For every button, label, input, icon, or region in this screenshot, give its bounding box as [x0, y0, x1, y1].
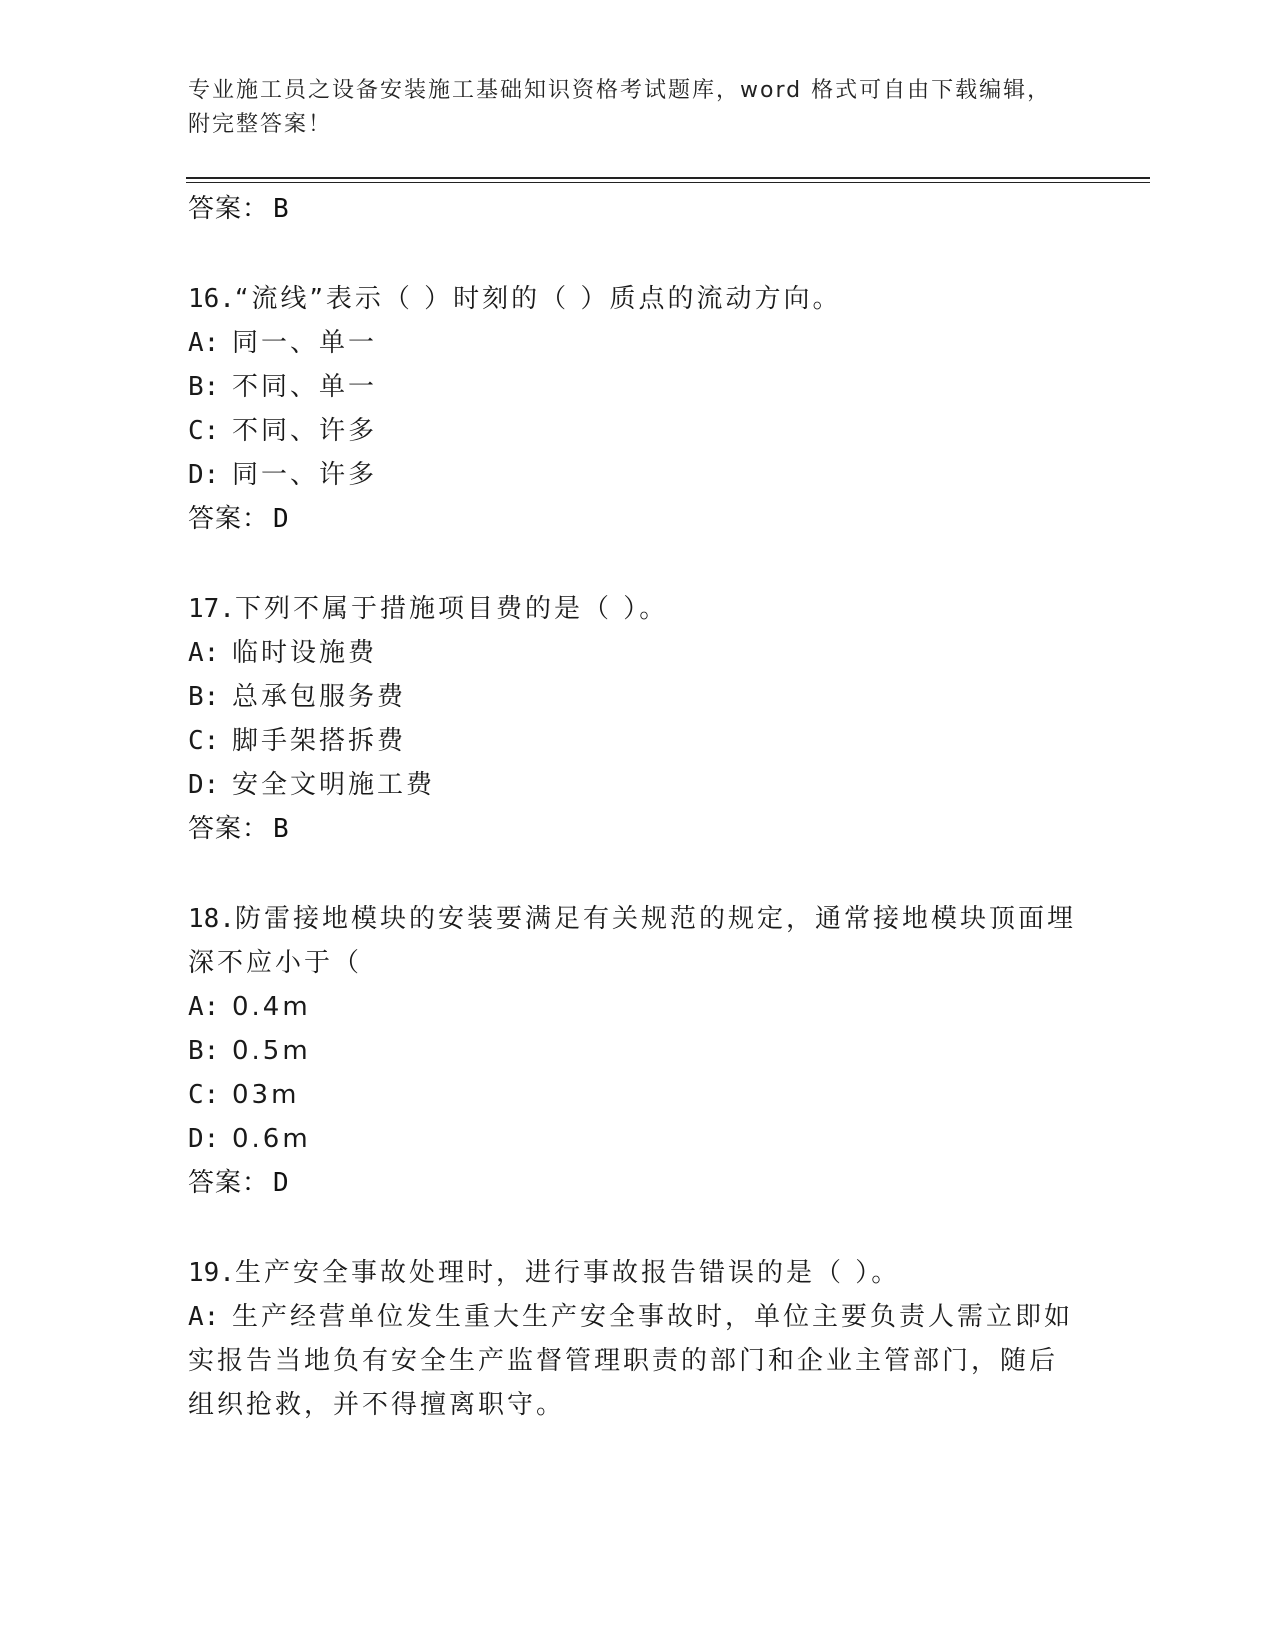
option-c — [188, 721, 406, 761]
question-18 — [188, 899, 1076, 939]
option-text-line-2: 实报告当地负有安全生产监督管理职责的部门和企业主管部门，随后 — [188, 1346, 1059, 1376]
option-a — [188, 1297, 1073, 1337]
option-c — [188, 411, 377, 451]
option-key: C: — [188, 726, 220, 756]
question-number: 17. — [188, 594, 235, 624]
option-key: C: — [188, 416, 220, 446]
answer-prefix: 答案： — [188, 504, 270, 534]
option-key: D: — [188, 770, 220, 800]
option-text-line-1: 生产经营单位发生重大生产安全事故时，单位主要负责人需立即如 — [232, 1302, 1074, 1332]
option-key: B: — [188, 1036, 220, 1066]
option-key: C: — [188, 1080, 220, 1110]
answer-line — [188, 499, 290, 539]
option-text: 同一、单一 — [232, 328, 378, 358]
question-number: 16. — [188, 284, 235, 314]
option-d — [188, 765, 435, 805]
header-line-2: 附完整答案！ — [188, 112, 333, 137]
answer-prefix: 答案： — [188, 194, 270, 224]
question-text: “流线”表示（ ）时刻的（ ）质点的流动方向。 — [234, 284, 842, 314]
header-line-1: 专业施工员之设备安装施工基础知识资格考试题库，word 格式可自由下载编辑， — [188, 78, 1052, 103]
document-header — [188, 74, 1068, 142]
option-text: 脚手架搭拆费 — [232, 726, 407, 756]
option-b — [188, 677, 406, 717]
question-number: 19. — [188, 1258, 235, 1288]
option-text-line-3: 组织抢救，并不得擅离职守。 — [188, 1390, 566, 1420]
option-text: 0.6m — [232, 1124, 311, 1154]
option-key: D: — [188, 460, 220, 490]
option-a-continued — [188, 1385, 565, 1425]
answer-prefix: 答案： — [188, 814, 270, 844]
option-a — [188, 987, 311, 1027]
question-17 — [188, 589, 668, 629]
question-18-continued — [188, 943, 362, 983]
option-key: A: — [188, 328, 220, 358]
option-key: A: — [188, 992, 220, 1022]
option-key: B: — [188, 682, 220, 712]
question-16 — [188, 279, 841, 319]
option-d — [188, 455, 377, 495]
option-text: 安全文明施工费 — [232, 770, 436, 800]
option-text: 不同、许多 — [232, 416, 378, 446]
option-text: 0.5m — [232, 1036, 311, 1066]
option-a — [188, 323, 377, 363]
option-b — [188, 1031, 311, 1071]
option-b — [188, 367, 377, 407]
option-a — [188, 633, 377, 673]
option-text: 总承包服务费 — [232, 682, 407, 712]
question-text-line-2: 深不应小于（ — [188, 948, 363, 978]
answer-prefix: 答案： — [188, 1168, 270, 1198]
answer-line — [188, 189, 290, 229]
question-text: 生产安全事故处理时，进行事故报告错误的是（ ）。 — [234, 1258, 901, 1288]
option-key: A: — [188, 1302, 220, 1332]
header-divider — [186, 177, 1150, 183]
option-text: 03m — [232, 1080, 300, 1110]
option-text: 同一、许多 — [232, 460, 378, 490]
answer-value: B — [273, 194, 290, 224]
option-key: B: — [188, 372, 220, 402]
answer-line — [188, 809, 290, 849]
question-text: 下列不属于措施项目费的是（ ）。 — [234, 594, 669, 624]
option-c — [188, 1075, 299, 1115]
option-text: 0.4m — [232, 992, 311, 1022]
answer-line — [188, 1163, 290, 1203]
option-d — [188, 1119, 311, 1159]
option-key: A: — [188, 638, 220, 668]
option-key: D: — [188, 1124, 220, 1154]
option-text: 不同、单一 — [232, 372, 378, 402]
answer-value: B — [273, 814, 290, 844]
option-text: 临时设施费 — [232, 638, 378, 668]
option-a-continued — [188, 1341, 1058, 1381]
answer-value: D — [273, 504, 290, 534]
question-number: 18. — [188, 904, 235, 934]
question-19 — [188, 1253, 900, 1293]
answer-value: D — [273, 1168, 290, 1198]
question-text-line-1: 防雷接地模块的安装要满足有关规范的规定，通常接地模块顶面埋 — [234, 904, 1076, 934]
